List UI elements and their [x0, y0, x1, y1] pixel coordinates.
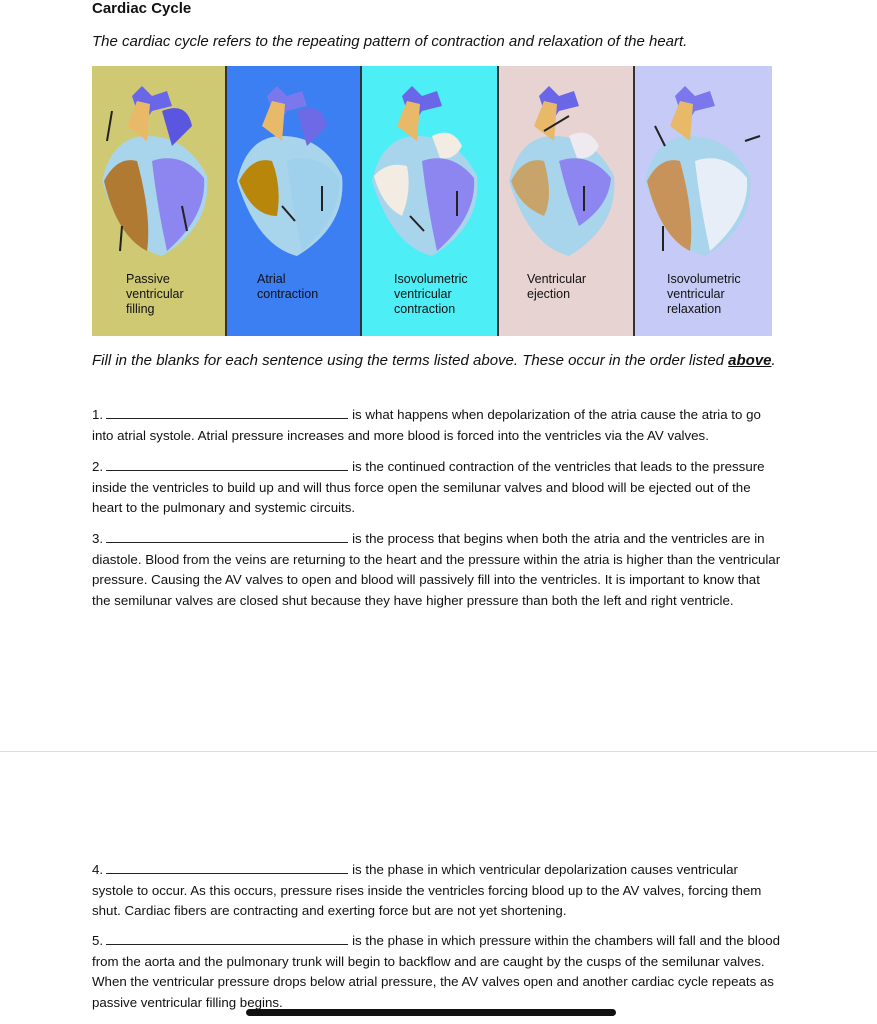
question-4 — [92, 860, 782, 922]
question-2 — [92, 457, 782, 519]
answer-blank[interactable] — [106, 458, 348, 471]
answer-blank[interactable] — [106, 932, 348, 945]
page-title: Cardiac Cycle — [92, 0, 192, 17]
panel-label: Ventricular ejection — [527, 272, 587, 301]
question-1 — [92, 405, 782, 446]
panel-passive-ventricular-filling — [92, 66, 227, 336]
panel-label: Passive ventricular filling — [126, 272, 184, 316]
panel-label: Atrial contraction — [257, 272, 319, 301]
instructions-end: . — [771, 352, 776, 369]
question-number: 1. — [92, 407, 104, 422]
intro-text: The cardiac cycle refers to the repeating pattern of contraction and relaxation of the heart. — [92, 33, 688, 50]
instructions — [92, 349, 782, 372]
panel-isovolumetric-ventricular-relaxation — [635, 66, 772, 336]
answer-blank[interactable] — [106, 530, 348, 543]
page-divider — [0, 751, 877, 752]
question-number: 4. — [92, 862, 104, 877]
question-number: 3. — [92, 531, 104, 546]
question-text: is the phase in which pressure within the chambers will fall and the blood from the aorta and the pulmonary trunk will begin to backflow and are caught by the cusps of the semilunar valves. When the ventricular pressure drops below atrial pressure, the AV valves open and another cardiac cycle repeats as passive ventricular filling begins. — [92, 933, 781, 1010]
question-text: is the phase in which ventricular depolarization causes ventricular systole to occur. As this occurs, pressure rises inside the ventricles forcing blood up to the AV valves, forcing them shut. Cardiac fibers are contracting and exerting force but are not yet shortening. — [92, 862, 762, 918]
horizontal-scrollbar[interactable] — [246, 1009, 616, 1016]
question-number: 5. — [92, 933, 104, 948]
question-text: is the continued contraction of the ventricles that leads to the pressure inside the ventricles to build up and will thus force open the semilunar valves and blood will be ejected out of the heart to the pulmonary and systemic circuits. — [92, 459, 765, 515]
instructions-emphasis: above — [728, 352, 772, 369]
cardiac-cycle-figure — [92, 66, 772, 336]
question-3 — [92, 529, 782, 611]
panel-isovolumetric-ventricular-contraction — [362, 66, 499, 336]
question-text: is what happens when depolarization of the atria cause the atria to go into atrial systole. Atrial pressure increases and more blood is forced into the ventricles via the AV valves. — [92, 407, 761, 443]
question-5 — [92, 931, 782, 1013]
instructions-text: Fill in the blanks for each sentence using the terms listed above. These occur in the order listed — [92, 352, 724, 369]
answer-blank[interactable] — [106, 406, 348, 419]
panel-ventricular-ejection — [499, 66, 635, 336]
panel-atrial-contraction — [227, 66, 362, 336]
answer-blank[interactable] — [106, 861, 348, 874]
panel-label: Isovolumetric ventricular contraction — [394, 272, 468, 316]
panel-label: Isovolumetric ventricular relaxation — [667, 272, 741, 316]
question-text: is the process that begins when both the atria and the ventricles are in diastole. Blood from the veins are returning to the heart and the pressure within the atria is higher than the ventricular pressure. Causing the AV valves to open and blood will passively fill into the ventricles. It is important to know that the semilunar valves are closed shut because they have higher pressure than both the left and right ventricle. — [92, 531, 781, 608]
question-number: 2. — [92, 459, 104, 474]
